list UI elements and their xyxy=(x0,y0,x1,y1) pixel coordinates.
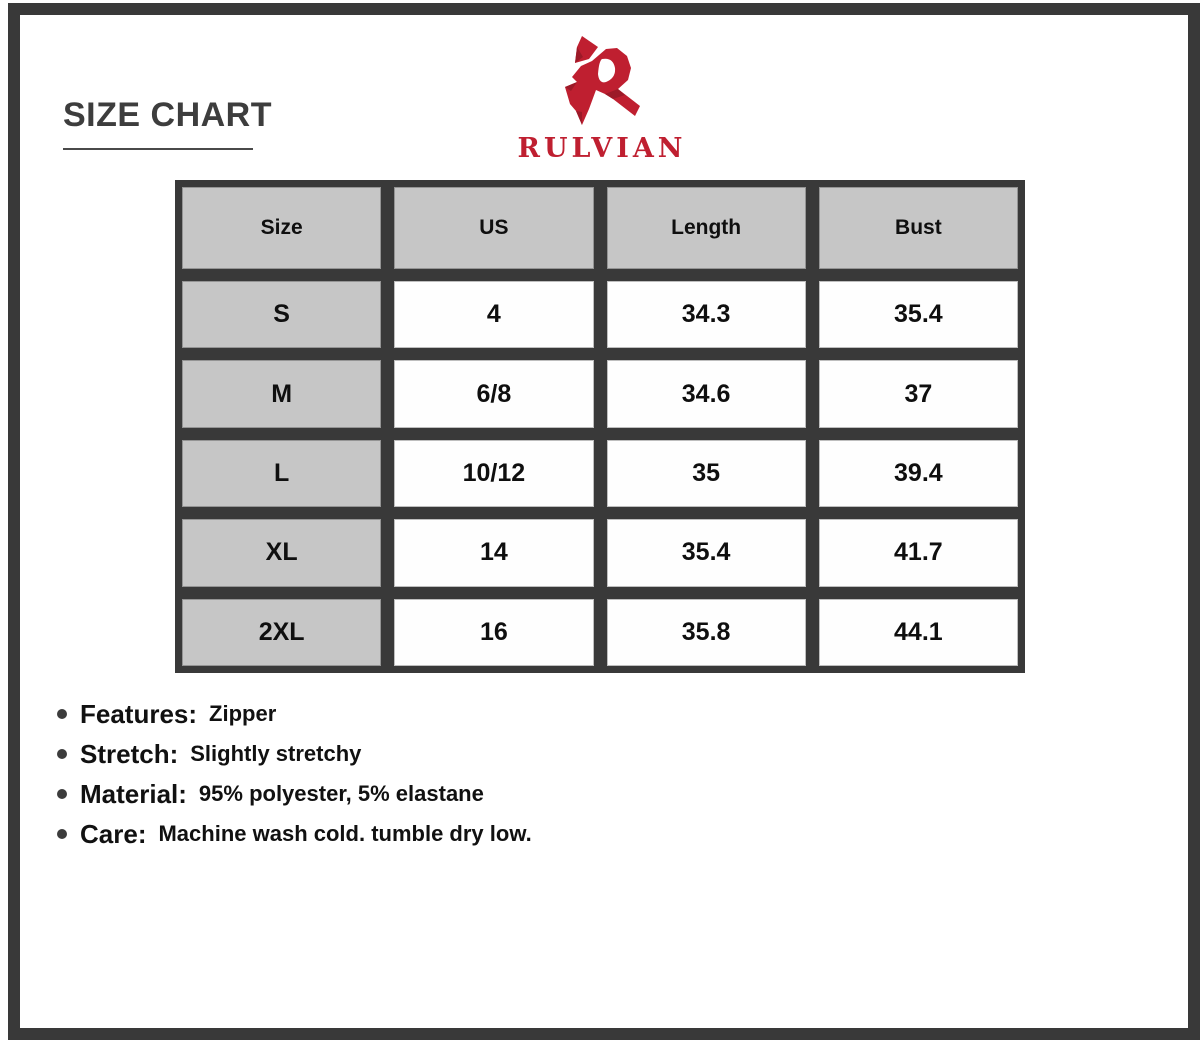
size-label-cell: XL xyxy=(182,519,381,586)
page-title: SIZE CHART xyxy=(63,96,272,134)
detail-label: Material: xyxy=(80,778,187,809)
detail-label: Stretch: xyxy=(80,738,179,769)
us-value-cell: 16 xyxy=(394,599,593,666)
bust-value-cell: 41.7 xyxy=(819,519,1018,586)
column-header-us: US xyxy=(394,187,593,269)
column-header-length: Length xyxy=(607,187,806,269)
bust-value-cell: 39.4 xyxy=(819,440,1018,507)
detail-item-care xyxy=(57,819,532,849)
detail-value: Slightly stretchy xyxy=(190,741,362,766)
detail-value: Machine wash cold. tumble dry low. xyxy=(158,821,532,846)
column-header-bust: Bust xyxy=(819,187,1018,269)
size-chart-table xyxy=(175,180,1025,673)
column-header-size: Size xyxy=(182,187,381,269)
brand-wordmark: RULVIAN xyxy=(517,133,687,164)
detail-item-stretch xyxy=(57,739,532,769)
size-label-cell: L xyxy=(182,440,381,507)
us-value-cell: 6/8 xyxy=(394,360,593,427)
size-label-cell: 2XL xyxy=(182,599,381,666)
bullet-icon xyxy=(57,749,67,759)
length-value-cell: 35.4 xyxy=(607,519,806,586)
bullet-icon xyxy=(57,829,67,839)
bullet-icon xyxy=(57,789,67,799)
us-value-cell: 14 xyxy=(394,519,593,586)
bust-value-cell: 44.1 xyxy=(819,599,1018,666)
product-details-list xyxy=(57,699,532,849)
size-label-cell: S xyxy=(182,281,381,348)
detail-item-material xyxy=(57,779,532,809)
bust-value-cell: 37 xyxy=(819,360,1018,427)
length-value-cell: 35 xyxy=(607,440,806,507)
us-value-cell: 10/12 xyxy=(394,440,593,507)
detail-label: Care: xyxy=(80,818,147,849)
rulvian-r-icon xyxy=(547,32,653,132)
size-label-cell: M xyxy=(182,360,381,427)
brand-logo xyxy=(0,32,1200,164)
bullet-icon xyxy=(57,709,67,719)
length-value-cell: 35.8 xyxy=(607,599,806,666)
detail-value: 95% polyester, 5% elastane xyxy=(198,781,484,806)
length-value-cell: 34.3 xyxy=(607,281,806,348)
detail-value: Zipper xyxy=(209,701,277,726)
us-value-cell: 4 xyxy=(394,281,593,348)
detail-label: Features: xyxy=(80,698,198,729)
detail-item-features xyxy=(57,699,532,729)
bust-value-cell: 35.4 xyxy=(819,281,1018,348)
length-value-cell: 34.6 xyxy=(607,360,806,427)
